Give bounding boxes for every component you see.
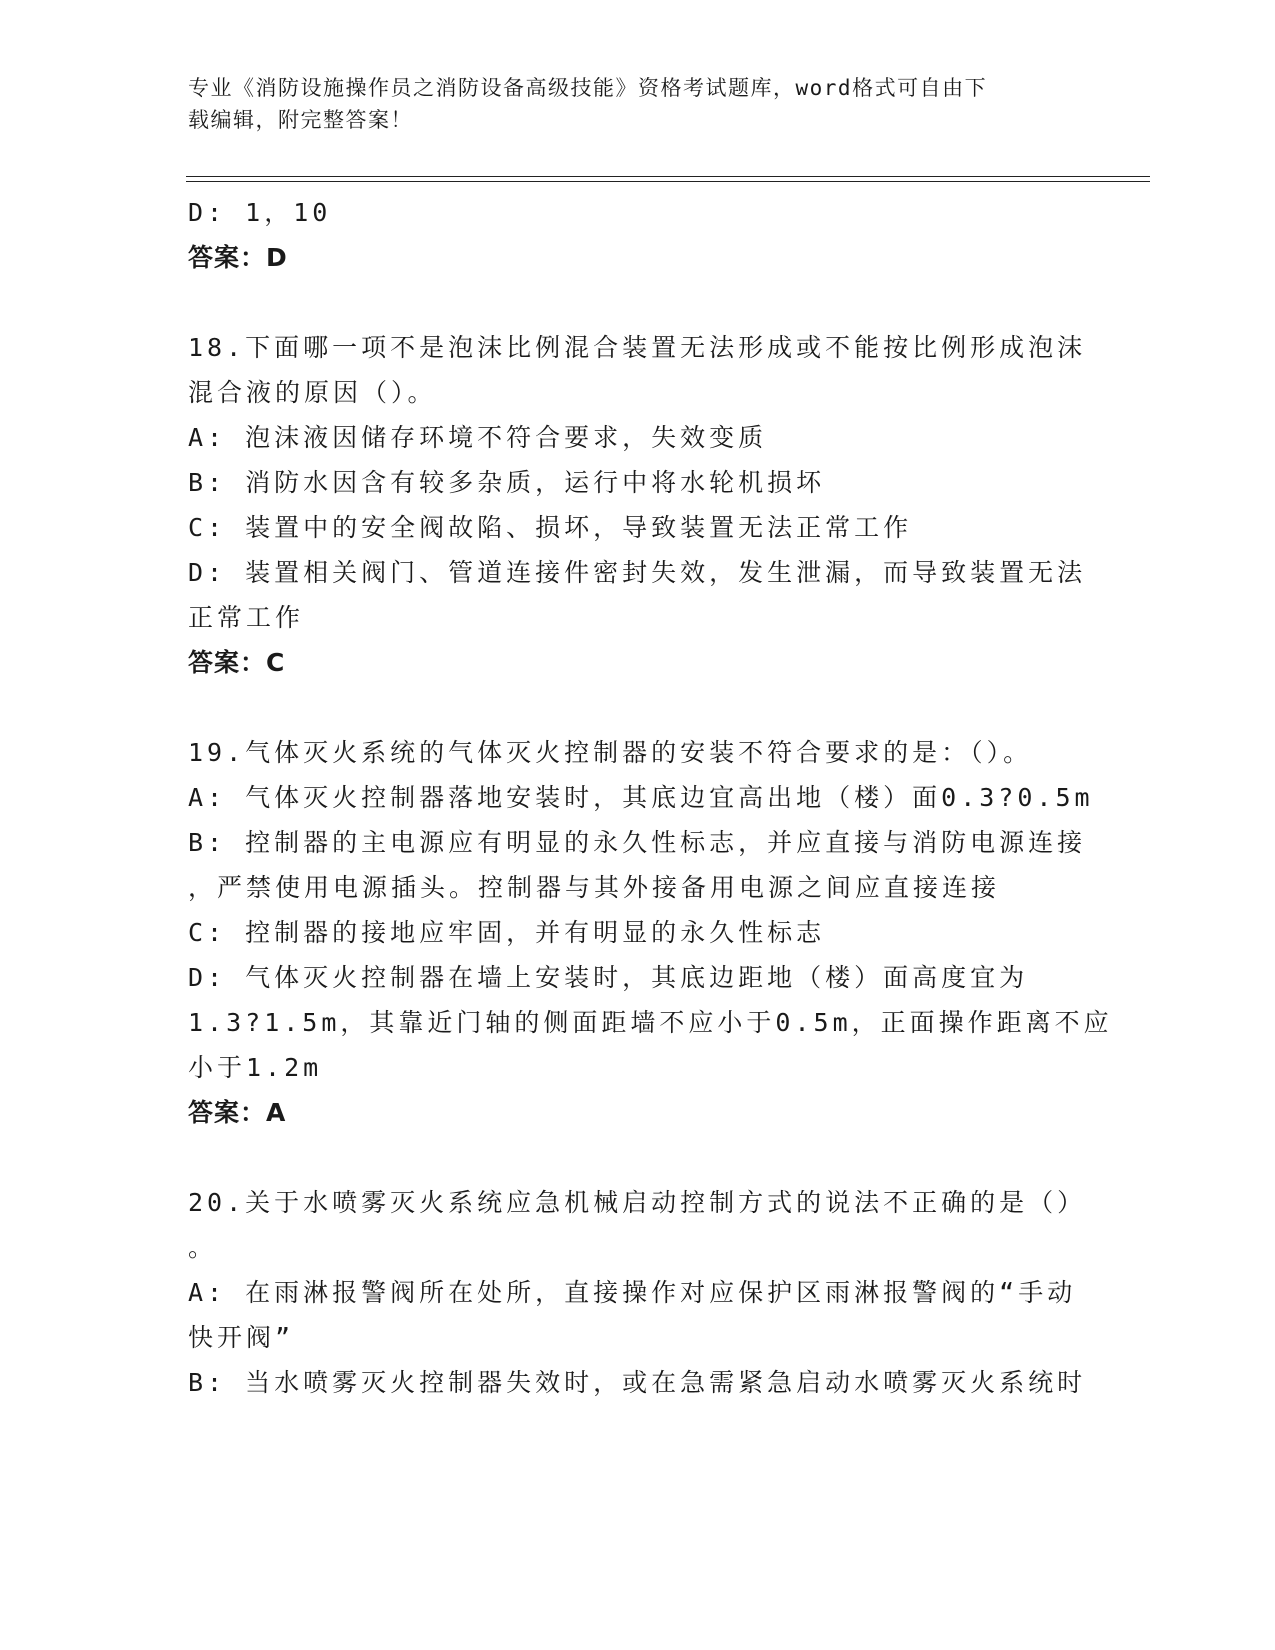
option-a: A: 气体灭火控制器落地安装时，其底边宜高出地（楼）面0.3?0.5m — [188, 783, 1094, 812]
option-d: 正常工作 — [188, 603, 305, 632]
answer-label: 答案：C — [188, 648, 286, 677]
option-b: ，严禁使用电源插头。控制器与其外接备用电源之间应直接连接 — [188, 873, 1001, 902]
question-stem: 20.关于水喷雾灭火系统应急机械启动控制方式的说法不正确的是（） — [188, 1188, 1087, 1217]
option-d: D: 1，10 — [188, 198, 332, 227]
spacer — [188, 685, 1088, 730]
option-a: A: 在雨淋报警阀所在处所，直接操作对应保护区雨淋报警阀的“手动 — [188, 1278, 1077, 1307]
spacer — [188, 280, 1088, 325]
option-b: B: 当水喷雾灭火控制器失效时，或在急需紧急启动水喷雾灭火系统时 — [188, 1368, 1087, 1397]
option-d: 小于1.2m — [188, 1053, 323, 1082]
option-b: B: 消防水因含有较多杂质，运行中将水轮机损坏 — [188, 468, 826, 497]
option-d: D: 装置相关阀门、管道连接件密封失效，发生泄漏，而导致装置无法 — [188, 558, 1087, 587]
option-d: D: 气体灭火控制器在墙上安装时，其底边距地（楼）面高度宜为 — [188, 963, 1029, 992]
question-stem: 。 — [188, 1233, 218, 1262]
header-line-2: 载编辑，附完整答案！ — [188, 108, 413, 132]
option-c: C: 控制器的接地应牢固，并有明显的永久性标志 — [188, 918, 826, 947]
question-stem: 混合液的原因（）。 — [188, 378, 437, 407]
option-c: C: 装置中的安全阀故陷、损坏，导致装置无法正常工作 — [188, 513, 913, 542]
question-20 — [188, 1180, 1088, 1405]
spacer — [188, 1135, 1088, 1180]
answer-label: 答案：D — [188, 243, 288, 272]
page-header — [188, 72, 1068, 136]
header-line-1: 专业《消防设施操作员之消防设备高级技能》资格考试题库，word格式可自由下 — [188, 76, 988, 100]
question-18 — [188, 325, 1088, 685]
question-stem: 19.气体灭火系统的气体灭火控制器的安装不符合要求的是：（）。 — [188, 738, 1033, 767]
question-19 — [188, 730, 1113, 1135]
header-divider-top — [186, 176, 1150, 177]
option-a: 快开阀” — [188, 1323, 295, 1352]
header-divider-bottom — [186, 181, 1150, 182]
option-d: 1.3?1.5m，其靠近门轴的侧面距墙不应小于0.5m，正面操作距离不应 — [188, 1008, 1113, 1037]
document-body — [188, 190, 1113, 1405]
option-a: A: 泡沫液因储存环境不符合要求，失效变质 — [188, 423, 768, 452]
option-b: B: 控制器的主电源应有明显的永久性标志，并应直接与消防电源连接 — [188, 828, 1087, 857]
answer-label: 答案：A — [188, 1098, 287, 1127]
question-17-tail — [188, 190, 1088, 280]
question-stem: 18.下面哪一项不是泡沫比例混合装置无法形成或不能按比例形成泡沫 — [188, 333, 1087, 362]
